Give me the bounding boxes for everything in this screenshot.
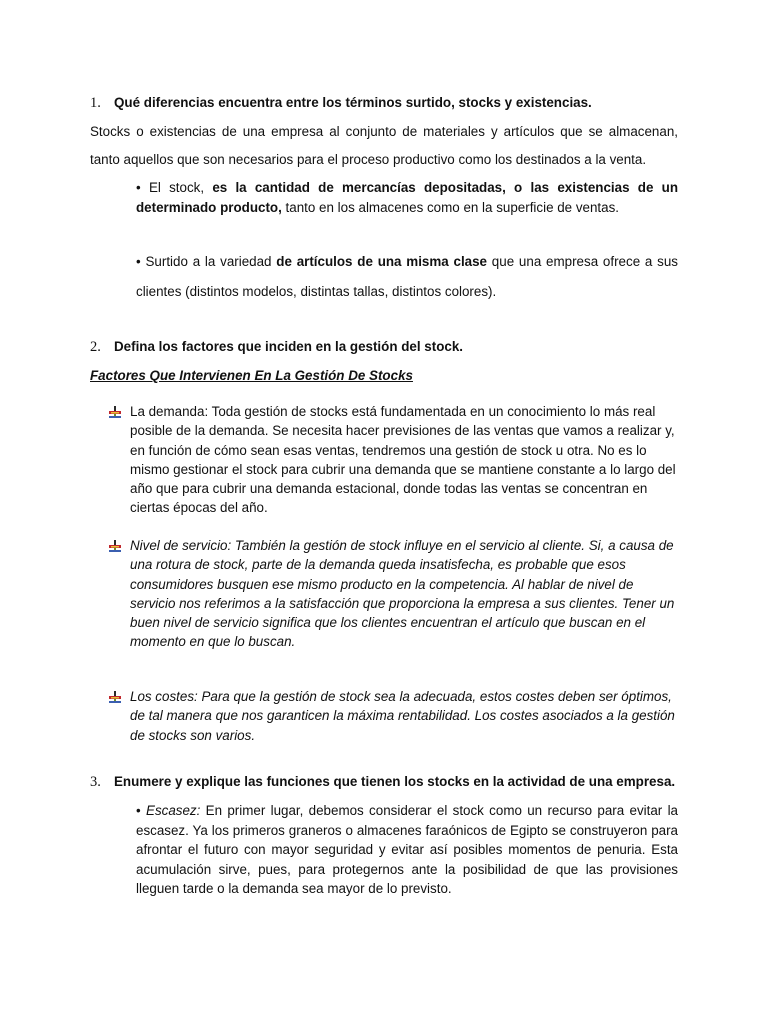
bullet-text-post: que una empresa ofrece a sus clientes (distintos modelos, distintas tallas, distintos colores).: [136, 254, 678, 299]
bullet-marker: •: [136, 180, 141, 195]
bullet-text-pre: El stock,: [140, 180, 213, 195]
factor-costes: [108, 687, 678, 745]
bullet-text-bold: de artículos de una misma clase: [276, 254, 488, 269]
bullet-marker: •: [136, 254, 141, 269]
answer-paragraph-line-1: Stocks o existencias de una empresa al conjunto de materiales y artículos que se almacenan,: [90, 124, 678, 139]
factor-demanda: [108, 402, 678, 518]
bullet-stock: [136, 178, 678, 217]
question-text: Enumere y explique las funciones que tienen los stocks en la actividad de una empresa.: [114, 774, 676, 789]
bullet-marker: •: [136, 803, 141, 818]
bullet-text-bold: es la cantidad de mercancías depositadas, o las existencias de un determinado producto,: [136, 180, 679, 215]
quill-bullet-icon: [108, 539, 122, 553]
question-number: 3.: [90, 774, 101, 790]
bullet-text-post: En primer lugar, debemos considerar el stock como un recurso para evitar la escasez. Ya los primeros graneros o almacenes faraónicos de Egipto se construyeron para afrontar el futuro con mayor seguridad y evitar así posibles momentos de penuria. Esta acumulación sirve, pues, para protegernos ante la posibilidad de que las provisiones lleguen tarde o la demanda sea mayor de lo previsto.: [136, 803, 678, 896]
factor-text: Nivel de servicio: También la gestión de stock influye en el servicio al cliente. Si, a causa de una rotura de stock, parte de la demanda queda insatisfecha, es probable que esos consumidores busquen ese mismo producto en la competencia. Al hablar de nivel de servicio nos referimos a la satisfacción que proporciona la empresa a sus clientes. Tener un buen nivel de servicio significa que los clientes encuentran el artículo que buscan en el momento en que lo buscan.: [130, 538, 675, 650]
question-text: Defina los factores que inciden en la gestión del stock.: [114, 339, 463, 354]
question-number: 1.: [90, 95, 101, 111]
factor-text: Los costes: Para que la gestión de stock sea la adecuada, estos costes deben ser óptimos, de tal manera que nos garanticen la máxima rentabilidad. Los costes asociados a la gestión de stocks son varios.: [130, 689, 675, 743]
factor-text: La demanda: Toda gestión de stocks está fundamentada en un conocimiento lo más real posible de la demanda. Se necesita hacer previsiones de las ventas que vamos a realizar y, en función de cómo sean esas ventas, tendremos una gestión de stock u otra. No es lo mismo gestionar el stock para cubrir una demanda que se mantiene constante a lo largo del año que para cubrir una demanda estacional, donde todas las ventas se concentran en ciertas épocas del año.: [130, 404, 676, 516]
quill-bullet-icon: [108, 690, 122, 704]
bullet-text-post: tanto en los almacenes como en la superficie de ventas.: [281, 199, 620, 215]
section-heading: Factores Que Intervienen En La Gestión De Stocks: [90, 368, 413, 383]
quill-bullet-icon: [108, 405, 122, 419]
question-number: 2.: [90, 339, 101, 355]
question-3: [90, 772, 675, 792]
factor-nivel-servicio: [108, 536, 678, 652]
bullet-text-italic: Escasez:: [140, 803, 201, 818]
answer-paragraph-line-2: tanto aquellos que son necesarios para el proceso productivo como los destinados a la venta.: [90, 152, 647, 167]
question-1: [90, 93, 592, 113]
bullet-text-pre: Surtido a la variedad: [140, 254, 277, 269]
bullet-surtido: [136, 247, 678, 307]
bullet-escasez: [136, 801, 678, 899]
question-text: Qué diferencias encuentra entre los términos surtido, stocks y existencias.: [114, 95, 592, 110]
question-2: [90, 337, 463, 357]
